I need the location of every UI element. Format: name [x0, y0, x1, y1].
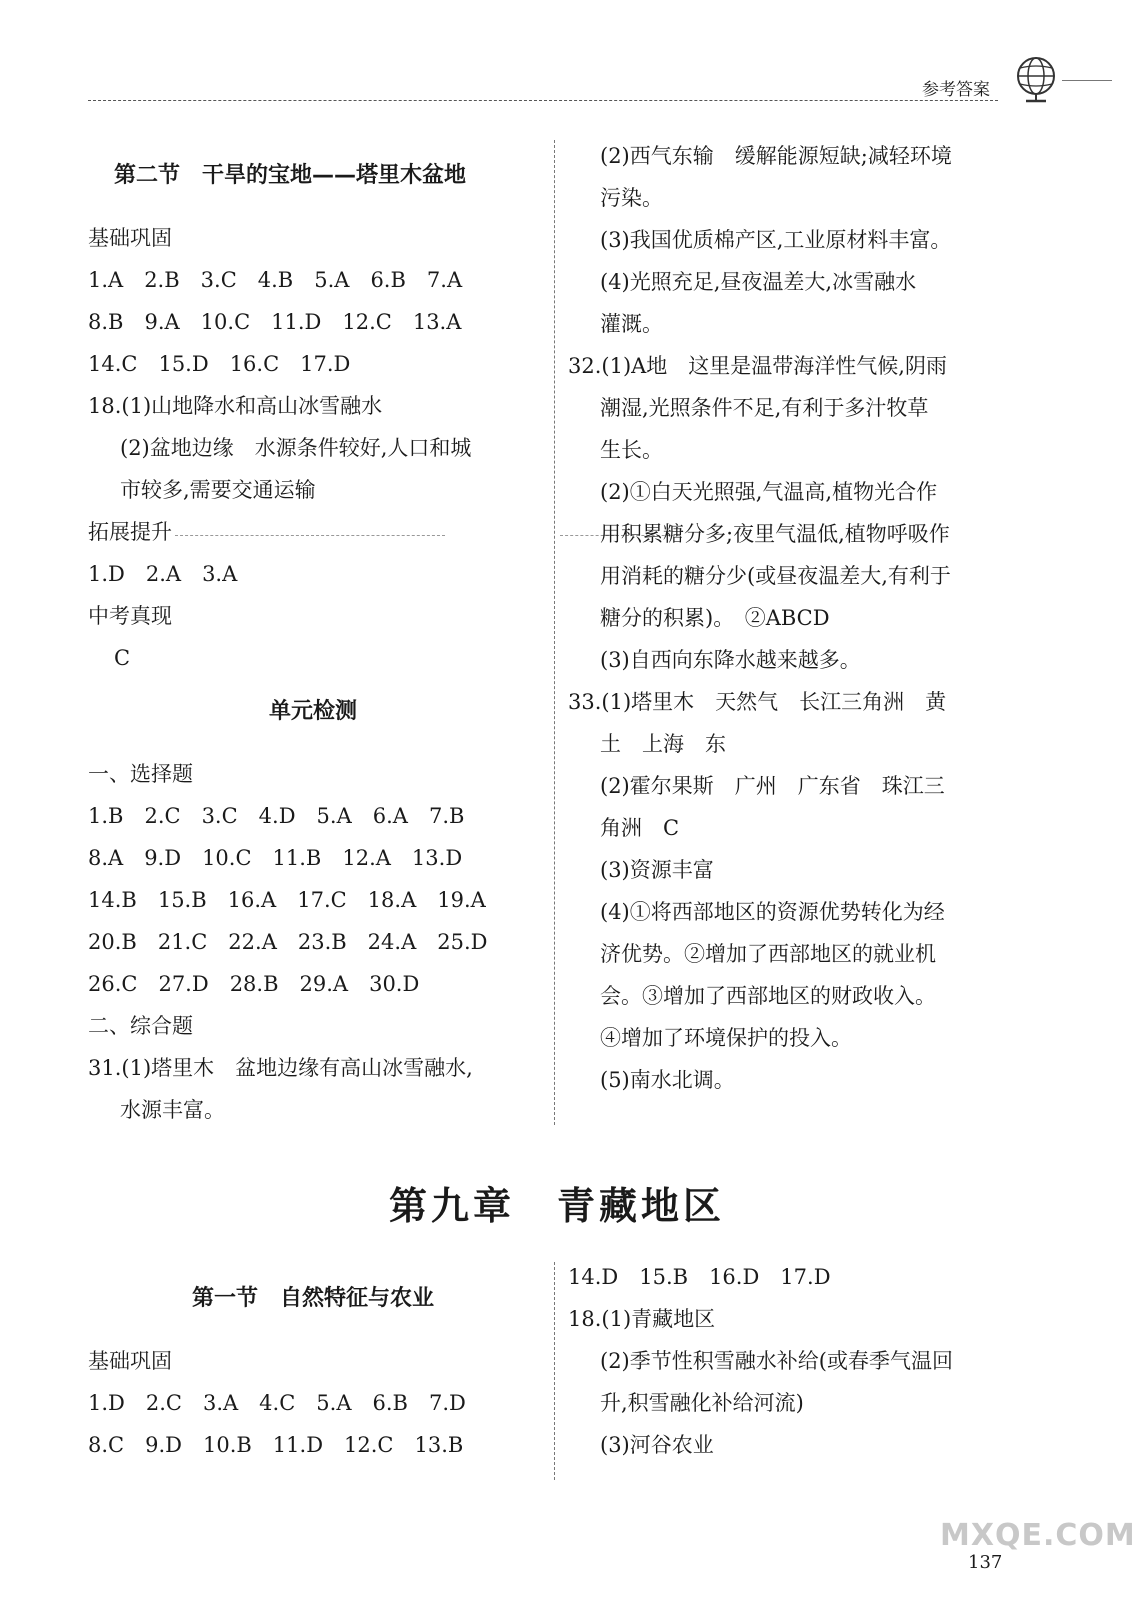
- answer-line: 8.C 9.D 10.B 11.D 12.C 13.B: [88, 1433, 464, 1457]
- answer-line: 市较多,需要交通运输: [120, 478, 316, 502]
- answer-line: (3)河谷农业: [600, 1433, 714, 1457]
- exam-heading: 中考真现: [88, 604, 172, 628]
- answer-line: 济优势。②增加了西部地区的就业机: [600, 942, 936, 966]
- upper-right-column: [568, 135, 1008, 1101]
- answer-line: 用消耗的糖分少(或昼夜温差大,有利于: [600, 564, 951, 588]
- answer-line: 20.B 21.C 22.A 23.B 24.A 25.D: [88, 930, 488, 954]
- answer-line: 32.(1)A地 这里是温带海洋性气候,阴雨: [568, 354, 947, 378]
- extend-heading: 拓展提升: [88, 520, 172, 544]
- answer-line: (2)①白天光照强,气温高,植物光合作: [600, 480, 938, 504]
- answer-line: 角洲 C: [600, 816, 680, 840]
- column-divider-lower: [554, 1262, 555, 1480]
- answer-line: 1.D 2.C 3.A 4.C 5.A 6.B 7.D: [88, 1391, 466, 1415]
- upper-left-column: [88, 155, 538, 1131]
- answer-line: ④增加了环境保护的投入。: [600, 1026, 852, 1050]
- answer-line: (3)资源丰富: [600, 858, 714, 882]
- answer-line: (2)西气东输 缓解能源短缺;减轻环境: [600, 144, 952, 168]
- answer-line: 26.C 27.D 28.B 29.A 30.D: [88, 972, 420, 996]
- chapter-title: 第九章 青藏地区: [388, 1183, 725, 1228]
- answer-line: 生长。: [600, 438, 663, 462]
- header-tail-rule: [1062, 80, 1112, 81]
- watermark: MXQE.COM: [940, 1518, 1136, 1553]
- answer-line: 14.D 15.B 16.D 17.D: [568, 1265, 831, 1289]
- answer-line: (4)①将西部地区的资源优势转化为经: [600, 900, 945, 924]
- answer-line: 污染。: [600, 186, 663, 210]
- answer-line: 8.A 9.D 10.C 11.B 12.A 13.D: [88, 846, 463, 870]
- lower-left-column: [88, 1278, 538, 1466]
- answer-line: 8.B 9.A 10.C 11.D 12.C 13.A: [88, 310, 462, 334]
- section-title: 第二节 干旱的宝地——塔里木盆地: [114, 163, 467, 188]
- answer-line: 18.(1)山地降水和高山冰雪融水: [88, 394, 383, 418]
- answer-line: 水源丰富。: [120, 1098, 225, 1122]
- answer-line: 1.D 2.A 3.A: [88, 562, 238, 586]
- comprehensive-heading: 二、综合题: [88, 1014, 193, 1038]
- answer-line: (4)光照充足,昼夜温差大,冰雪融水: [600, 270, 917, 294]
- basic-heading: 基础巩固: [88, 226, 172, 250]
- header-rule: [88, 100, 998, 101]
- globe-icon: [1010, 52, 1062, 104]
- answer-line: (2)盆地边缘 水源条件较好,人口和城: [120, 436, 472, 460]
- answer-line: 会。③增加了西部地区的财政收入。: [600, 984, 936, 1008]
- unit-title: 单元检测: [268, 699, 357, 724]
- header-label: 参考答案: [922, 80, 990, 100]
- answer-line: 灌溉。: [600, 312, 663, 336]
- answer-line: (2)季节性积雪融水补给(或春季气温回: [600, 1349, 953, 1373]
- answer-line: 升,积雪融化补给河流): [600, 1391, 804, 1415]
- answer-line: 33.(1)塔里木 天然气 长江三角洲 黄: [568, 690, 947, 714]
- section-title: 第一节 自然特征与农业: [191, 1286, 434, 1311]
- answer-line: (3)自西向东降水越来越多。: [600, 648, 861, 672]
- answer-line: 1.A 2.B 3.C 4.B 5.A 6.B 7.A: [88, 268, 463, 292]
- page-number: 137: [968, 1552, 1003, 1573]
- answer-line: 潮湿,光照条件不足,有利于多汁牧草: [600, 396, 929, 420]
- answer-line: 14.C 15.D 16.C 17.D: [88, 352, 351, 376]
- answer-line: C: [114, 646, 131, 670]
- answer-line: 14.B 15.B 16.A 17.C 18.A 19.A: [88, 888, 486, 912]
- answer-line: 用积累糖分多;夜里气温低,植物呼吸作: [600, 522, 950, 546]
- choice-heading: 一、选择题: [88, 762, 193, 786]
- column-divider-upper: [554, 140, 555, 1125]
- answer-line: (5)南水北调。: [600, 1068, 735, 1092]
- answer-line: (3)我国优质棉产区,工业原材料丰富。: [600, 228, 952, 252]
- answer-line: 1.B 2.C 3.C 4.D 5.A 6.A 7.B: [88, 804, 465, 828]
- answer-line: 18.(1)青藏地区: [568, 1307, 716, 1331]
- answer-line: 土 上海 东: [600, 732, 726, 756]
- basic-heading: 基础巩固: [88, 1349, 172, 1373]
- lower-right-column: [568, 1256, 1008, 1466]
- answer-line: 糖分的积累)。 ②ABCD: [600, 606, 830, 630]
- answer-line: 31.(1)塔里木 盆地边缘有高山冰雪融水,: [88, 1056, 473, 1080]
- answer-line: (2)霍尔果斯 广州 广东省 珠江三: [600, 774, 945, 798]
